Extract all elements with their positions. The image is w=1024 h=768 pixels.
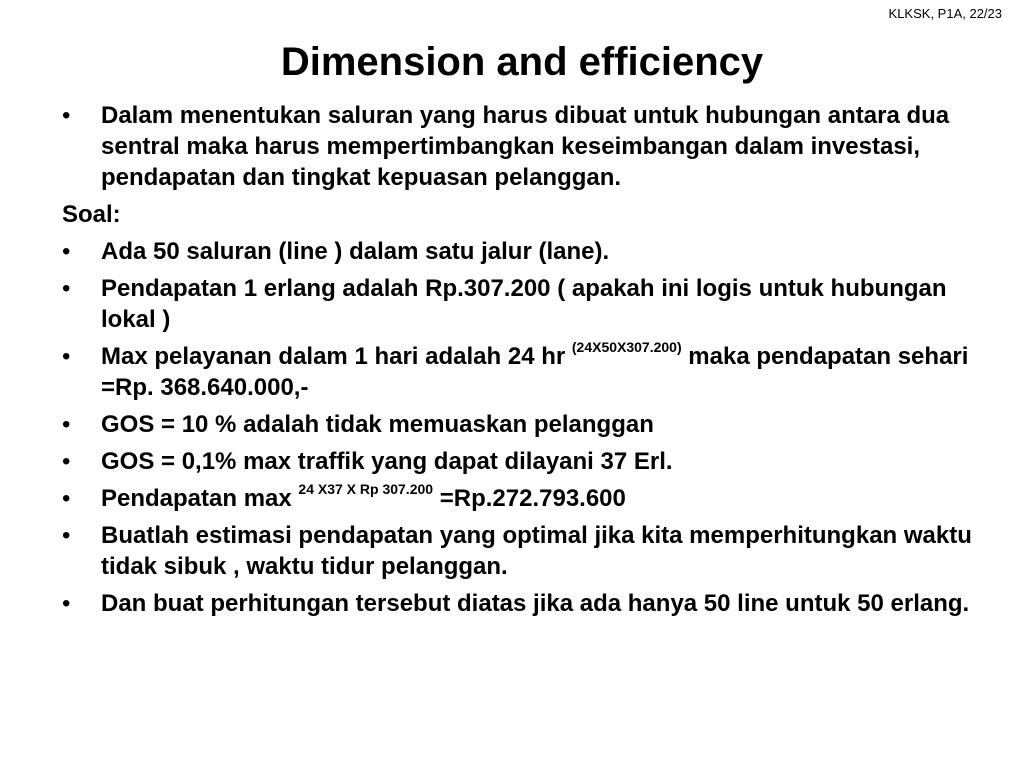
list-item-text: Pendapatan 1 erlang adalah Rp.307.200 ( apakah ini logis untuk hubungan lokal ) [101, 275, 947, 333]
list-item-text: Pendapatan max [101, 485, 299, 512]
list-item-text: Max pelayanan dalam 1 hari adalah 24 hr [101, 343, 572, 370]
bullet-icon: • [62, 448, 71, 475]
list-item-text: Dan buat perhitungan tersebut diatas jika ada hanya 50 line untuk 50 erlang. [101, 590, 970, 617]
list-item-text: Ada 50 saluran (line ) dalam satu jalur (lane). [101, 238, 610, 265]
list-item-text-continued: =Rp.272.793.600 [433, 485, 626, 512]
bullet-icon: • [62, 485, 71, 512]
list-item-gos-10 [62, 409, 982, 440]
intro-bullet-item [62, 100, 982, 193]
intro-text: Dalam menentukan saluran yang harus dibuat untuk hubungan antara dua sentral maka harus mempertimbangkan keseimbangan dalam investasi, pendapatan dan tingkat kepuasan pelanggan. [101, 102, 950, 191]
list-item-calculation [62, 588, 982, 619]
bullet-icon: • [62, 522, 71, 549]
list-item-lines [62, 236, 982, 267]
slide-title: Dimension and efficiency [280, 40, 764, 84]
bullet-icon: • [62, 343, 71, 370]
list-item-revenue-per-erlang [62, 273, 982, 335]
slide-content [62, 100, 982, 625]
list-item-text: Buatlah estimasi pendapatan yang optimal jika kita memperhitungkan waktu tidak sibuk , waktu tidur pelanggan. [101, 522, 972, 580]
list-item-text: GOS = 10 % adalah tidak memuaskan pelanggan [101, 411, 654, 438]
formula-superscript: (24X50X307.200) [571, 339, 682, 355]
list-item-gos-01 [62, 446, 982, 477]
list-item-text: GOS = 0,1% max traffik yang dapat dilayani 37 Erl. [101, 448, 673, 475]
list-item-text-continued: maka pendapatan sehari =Rp. 368.640.000,- [101, 343, 969, 401]
bullet-icon: • [62, 275, 71, 302]
list-item-max-service [62, 341, 982, 403]
slide-label: KLKSK, P1A, 22/23 [888, 6, 1002, 21]
list-item-estimation [62, 520, 982, 582]
bullet-icon: • [62, 238, 71, 265]
list-item-max-revenue [62, 483, 982, 514]
bullet-icon: • [62, 590, 71, 617]
bullet-icon: • [62, 102, 71, 129]
bullet-icon: • [62, 411, 71, 438]
soal-label: Soal: [62, 201, 121, 228]
formula-superscript: 24 X37 X Rp 307.200 [298, 481, 434, 497]
